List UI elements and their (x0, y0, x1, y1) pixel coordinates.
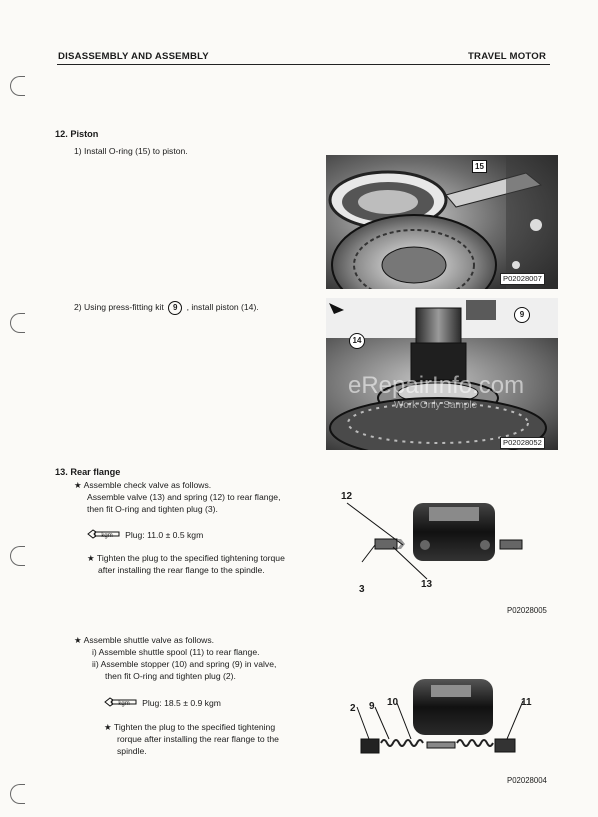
sub-step-i: i) Assemble shuttle spool (11) to rear flange. (92, 647, 260, 657)
part-number-circled: 9 (168, 301, 182, 315)
torque-spec-1 (87, 529, 203, 544)
label-10: 10 (387, 697, 399, 708)
torque-unit-label: kgm (118, 701, 130, 708)
section-12-step-1: 1) Install O-ring (15) to piston. (74, 146, 188, 156)
label-3: 3 (359, 584, 365, 595)
callout-15: 15 (472, 160, 487, 173)
label-12: 12 (341, 491, 353, 502)
label-11: 11 (521, 697, 532, 708)
note-tighten-2a: ★ Tighten the plug to the specified tightening (104, 722, 276, 732)
binder-hole (10, 76, 25, 96)
header-chapter-title: TRAVEL MOTOR (468, 51, 547, 62)
torque-spec-2 (104, 697, 221, 712)
label-13: 13 (421, 579, 433, 590)
section-12-title: 12. Piston (55, 129, 99, 139)
instruction-line: Assemble valve (13) and spring (12) to rear flange, (87, 492, 281, 502)
photo-piston-oring (326, 155, 558, 289)
sub-step-ii: ii) Assemble stopper (10) and spring (9) in valve, (92, 659, 277, 669)
bullet-check-valve: ★ Assemble check valve as follows. (74, 480, 212, 490)
note-tighten-2b: rorque after installing the rear flange to the (117, 734, 279, 744)
callout-9: 9 (514, 307, 530, 323)
photo-code: P02028052 (500, 437, 545, 449)
note-tighten-1b: after installing the rear flange to the spindle. (98, 565, 265, 575)
watermark: eRepairInfo.com (348, 372, 525, 399)
figure-code: P02028005 (507, 606, 547, 615)
photo-press-fitting-piston (326, 298, 558, 450)
photo-code: P02028007 (500, 273, 545, 285)
figure-code: P02028004 (507, 776, 547, 785)
note-tighten-2c: spindle. (117, 746, 147, 756)
figure-check-valve (335, 485, 560, 615)
figure-shuttle-valve (345, 677, 560, 792)
section-12-step-2: 2) Using press-fitting kit 9 , install piston (14). (74, 301, 259, 315)
callout-14: 14 (349, 333, 365, 349)
sub-step-ii-cont: then fit O-ring and tighten plug (2). (105, 671, 236, 681)
label-2: 2 (350, 703, 356, 714)
instruction-line: then fit O-ring and tighten plug (3). (87, 504, 218, 514)
note-tighten-1a: ★ Tighten the plug to the specified tightening torque (87, 553, 285, 563)
watermark-sample: Work Only Sample (394, 400, 478, 411)
torque-value: Plug: 18.5 ± 0.9 kgm (142, 698, 221, 709)
header-rule (57, 64, 550, 65)
torque-value: Plug: 11.0 ± 0.5 kgm (125, 530, 204, 541)
torque-unit-label: kgm (101, 533, 113, 540)
binder-hole (10, 546, 25, 566)
header-section-title: DISASSEMBLY AND ASSEMBLY (58, 51, 209, 62)
bullet-shuttle-valve: ★ Assemble shuttle valve as follows. (74, 635, 215, 645)
binder-hole (10, 313, 25, 333)
section-13-title: 13. Rear flange (55, 467, 121, 477)
label-9: 9 (369, 701, 375, 712)
binder-hole (10, 784, 25, 804)
